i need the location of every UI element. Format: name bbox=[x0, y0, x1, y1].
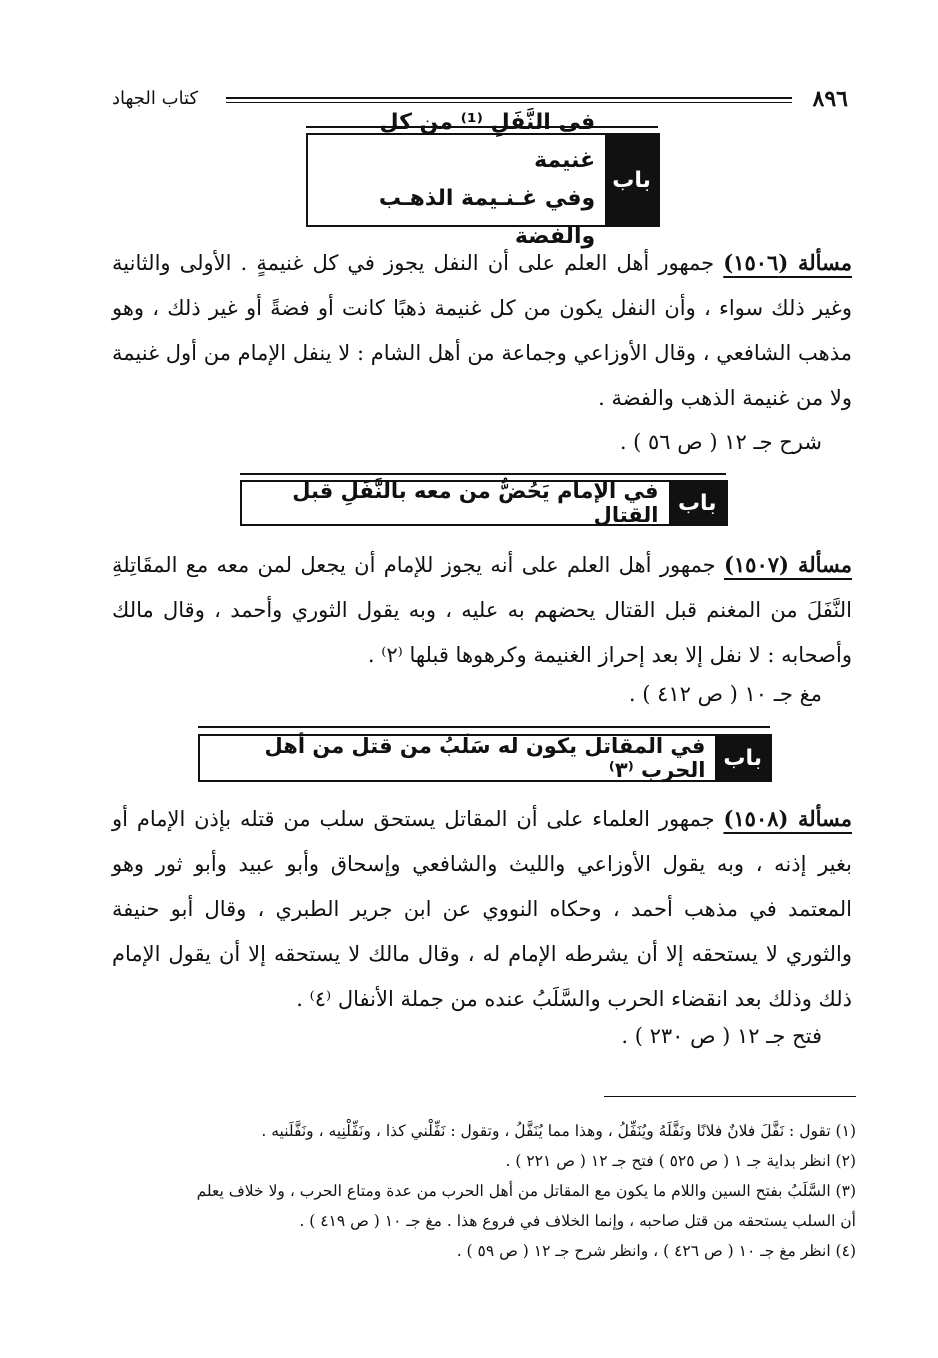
masala-text: جمهور أهل العلم على أن النفل يجوز في كل غنيمةٍ . الأولى والثانية وغير ذلك سواء ، وأن النفل يكون من كل غنيمة ذهبًا كانت أو فضةً أو غير ذلك ، وهو مذهب الشافعي ، وقال الأوزاعي وجماعة من أهل الشام : لا ينفل الإمام من أول غنيمة ولا من غنيمة الذهب والفضة . bbox=[112, 251, 852, 410]
page-number: ٨٩٦ bbox=[812, 86, 848, 112]
chapter-heading-2 bbox=[240, 480, 728, 526]
footnote-3-continued: أن السلب يستحقه من قتل صاحبه ، وإنما الخلاف في فروع هذا . مغ جـ ١٠ ( ص ٤١٩ ) . bbox=[299, 1212, 856, 1230]
chapter-title bbox=[308, 110, 605, 249]
header-rule bbox=[226, 97, 792, 99]
source-reference: فتح جـ ١٢ ( ص ٢٣٠ ) . bbox=[621, 1024, 822, 1048]
chapter-heading-3 bbox=[198, 734, 772, 782]
footnote-3: (٣) السَّلَبُ بفتح السين واللام ما يكون مع المقاتل من أهل الحرب من عدة ومتاع الحرب ، ولا خلاف يعلم bbox=[196, 1182, 856, 1200]
footnote-2: (٢) انظر بداية جـ ١ ( ص ٥٢٥ ) فتح جـ ١٢ ( ص ٢٢١ ) . bbox=[505, 1152, 856, 1170]
book-title: كتاب الجهاد bbox=[112, 88, 199, 109]
footnotes bbox=[110, 1116, 856, 1266]
masala-label: مسألة (١٥٠٧) bbox=[723, 552, 852, 577]
masala-1508 bbox=[112, 796, 852, 1022]
source-reference: مغ جـ ١٠ ( ص ٤١٢ ) . bbox=[628, 682, 822, 706]
masala-label: مسألة (١٥٠٦) bbox=[723, 250, 853, 275]
footnote-4: (٤) انظر مغ جـ ١٠ ( ص ٤٢٦ ) ، وانظر شرح جـ ١٢ ( ص ٥٩ ) . bbox=[456, 1242, 856, 1260]
chapter-title bbox=[200, 736, 715, 780]
chapter-title bbox=[242, 479, 669, 527]
masala-text: جمهور العلماء على أن المقاتل يستحق سلب من قتله بإذن الإمام أو بغير إذنه ، وبه يقول الأوزاعي والليث والشافعي وإسحاق وأبو عبيد وأبو ثور وهو المعتمد في مذهب أحمد ، وحكاه النووي عن ابن جرير الطبري ، وقال أبو حنيفة والثوري لا يستحقه إلا أن يشرطه الإمام له ، وقال مالك لا يستحقه إلا أن يقول الإمام ذلك وذلك بعد انقضاء الحرب والسَّلَبُ عنده من جملة الأنفال ⁽٤⁾ . bbox=[112, 807, 852, 1011]
chapter-title-line-1: في المقاتل يكون له سَلَبُ من قتل من أهل الحرب ⁽٣⁾ bbox=[264, 734, 706, 782]
footnote-rule bbox=[604, 1096, 856, 1097]
chapter-title-line-1: في النَّفَلِ ⁽¹⁾ من كل غنيمة bbox=[379, 110, 596, 173]
chapter-label: باب bbox=[605, 135, 658, 225]
chapter-top-rule bbox=[240, 473, 726, 475]
chapter-label: باب bbox=[715, 736, 770, 780]
masala-1507 bbox=[112, 542, 852, 678]
masala-1506 bbox=[112, 240, 852, 421]
source-reference: شرح جـ ١٢ ( ص ٥٦ ) . bbox=[619, 430, 822, 454]
header-rule-thin bbox=[226, 102, 792, 103]
masala-label: مسألة (١٥٠٨) bbox=[723, 806, 852, 831]
chapter-top-rule bbox=[198, 726, 770, 728]
chapter-label: باب bbox=[669, 482, 726, 524]
chapter-heading-1 bbox=[306, 110, 660, 249]
masala-text: جمهور أهل العلم على أنه يجوز للإمام أن يجعل لمن معه مع المقَاتِلةِ النَّفَلَ من المغنم قبل القتال يحضهم به عليه ، وبه يقول الثوري وأحمد ، وقال مالك وأصحابه : لا نفل إلا بعد إحراز الغنيمة وكرهوها قبلها ⁽٢⁾ . bbox=[112, 553, 852, 667]
footnote-1: (١) تقول : نَفَّلَ فلانٌ فلانًا ونَفَّلَهُ ويُنَفِّلُ ، وهذا مما يُنَفَّلُ ، وتقول : نَفِّلْني كذا ، ونَفِّلْنِيه ، ونَفَّلَنيه . bbox=[261, 1122, 856, 1140]
chapter-title-line-2: وفي غـنـيمة الذهـب والفضة bbox=[378, 186, 596, 249]
chapter-title-line-1: في الإمام يَحُضُّ من معه بالنَّفَلِ قبل القتال bbox=[292, 479, 659, 527]
